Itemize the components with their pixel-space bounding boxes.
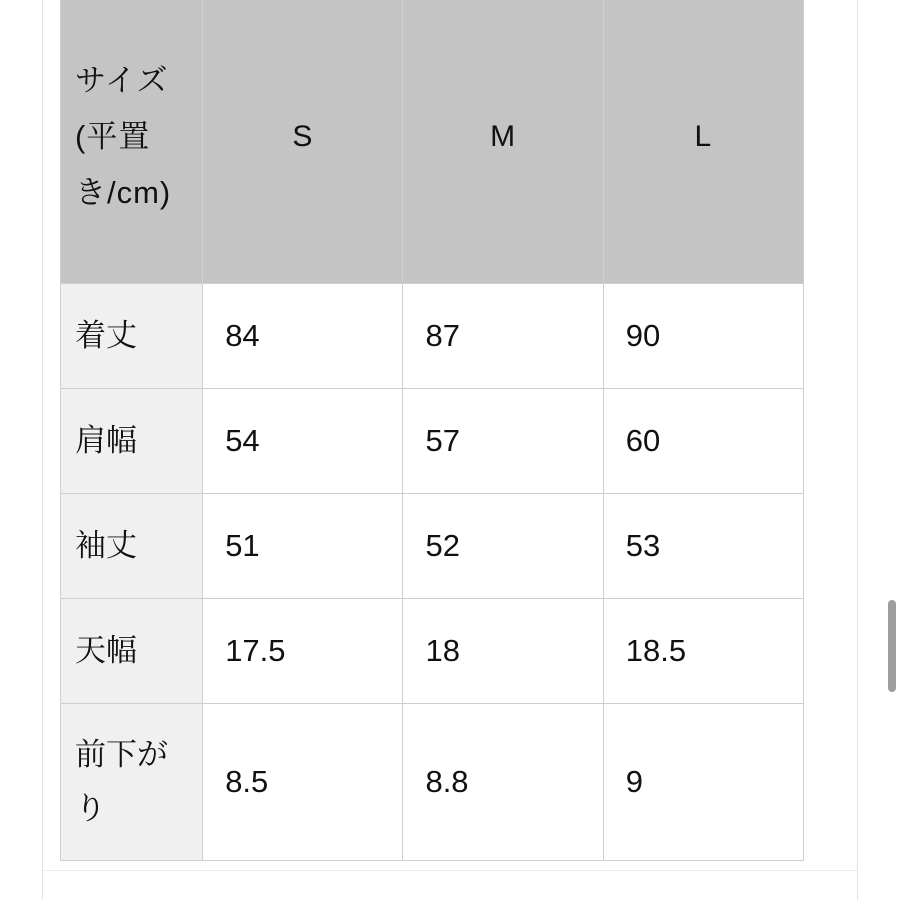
content-area <box>43 0 857 900</box>
content-footer-spacer <box>43 870 857 900</box>
page-margin-left <box>0 0 43 900</box>
row-label-shoulder: 肩幅 <box>61 389 203 494</box>
cell-front-drop-s: 8.5 <box>203 704 403 861</box>
table-body <box>61 284 804 861</box>
cell-sleeve-m: 52 <box>403 494 603 599</box>
cell-top-width-l: 18.5 <box>603 599 803 704</box>
table-header-row <box>61 0 804 284</box>
header-column-m: M <box>403 0 603 284</box>
row-label-sleeve: 袖丈 <box>61 494 203 599</box>
cell-sleeve-s: 51 <box>203 494 403 599</box>
row-label-top-width: 天幅 <box>61 599 203 704</box>
row-label-front-drop: 前下がり <box>61 704 203 861</box>
row-label-length: 着丈 <box>61 284 203 389</box>
cell-top-width-s: 17.5 <box>203 599 403 704</box>
cell-shoulder-s: 54 <box>203 389 403 494</box>
vertical-scrollbar-thumb[interactable] <box>888 600 896 692</box>
cell-top-width-m: 18 <box>403 599 603 704</box>
cell-front-drop-l: 9 <box>603 704 803 861</box>
table-row <box>61 494 804 599</box>
cell-length-s: 84 <box>203 284 403 389</box>
header-column-l: L <box>603 0 803 284</box>
size-chart-table <box>60 0 804 861</box>
header-column-s: S <box>203 0 403 284</box>
table-row <box>61 389 804 494</box>
cell-length-m: 87 <box>403 284 603 389</box>
cell-sleeve-l: 53 <box>603 494 803 599</box>
cell-front-drop-m: 8.8 <box>403 704 603 861</box>
vertical-scrollbar-track[interactable] <box>888 0 896 900</box>
cell-length-l: 90 <box>603 284 803 389</box>
table-row <box>61 599 804 704</box>
table-row <box>61 284 804 389</box>
cell-shoulder-m: 57 <box>403 389 603 494</box>
table-header <box>61 0 804 284</box>
cell-shoulder-l: 60 <box>603 389 803 494</box>
header-size-label: サイズ(平置き/cm) <box>61 0 203 284</box>
table-row <box>61 704 804 861</box>
